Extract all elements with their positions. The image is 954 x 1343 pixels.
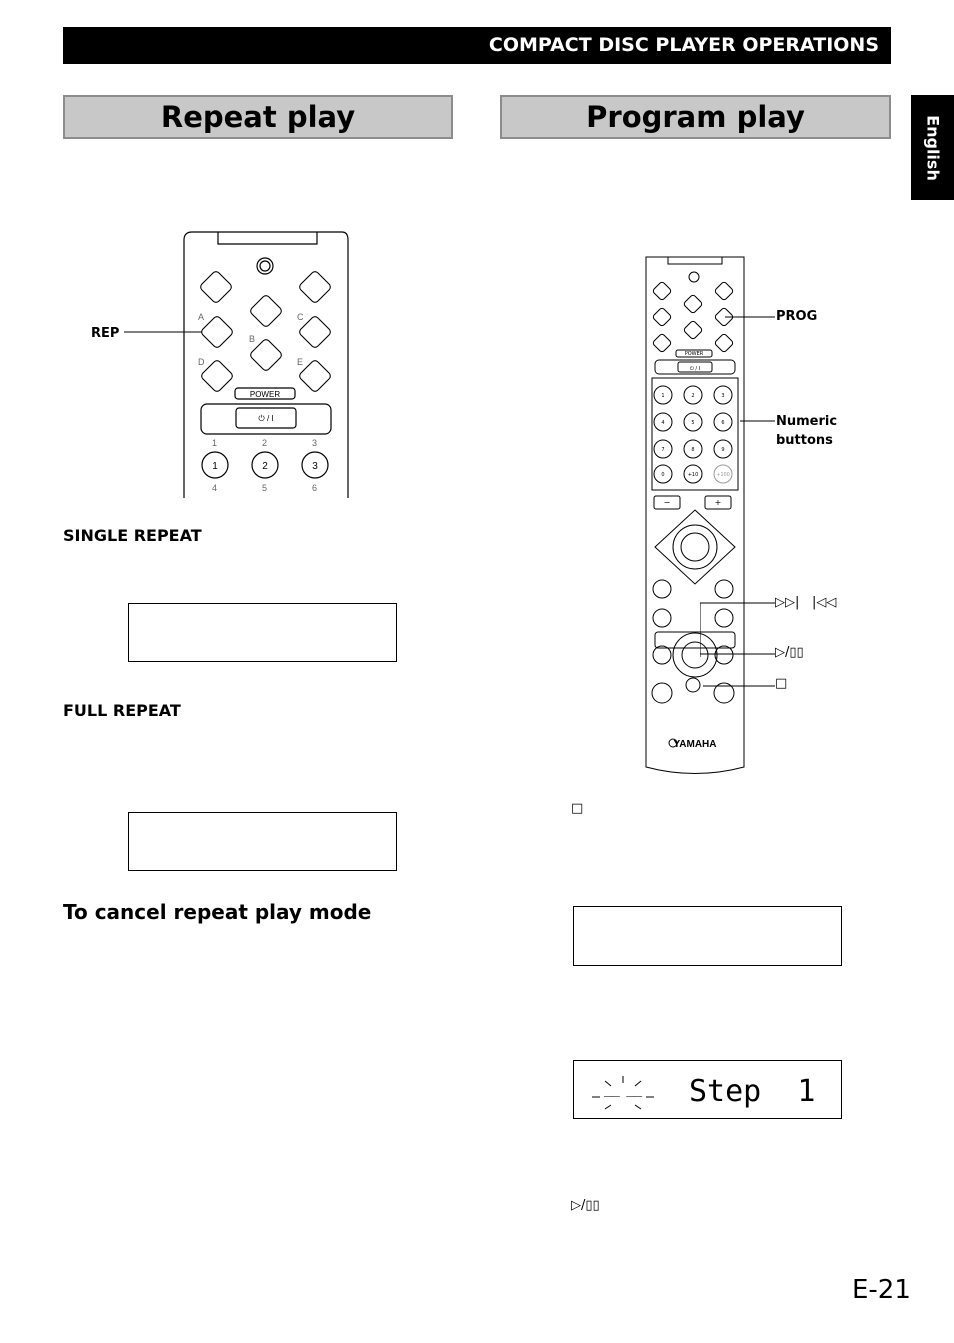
full-repeat-heading: FULL REPEAT: [63, 701, 181, 720]
svg-text:0: 0: [661, 472, 665, 478]
svg-text:POWER: POWER: [684, 351, 704, 357]
svg-text:7: 7: [661, 447, 665, 453]
svg-text:C: C: [297, 312, 304, 322]
rep-callout-label: REP: [91, 326, 120, 341]
remote-key-e: [298, 359, 332, 393]
single-repeat-heading: SINGLE REPEAT: [63, 526, 202, 545]
svg-text:+: +: [714, 498, 722, 507]
numeric-buttons-callout-2: buttons: [776, 433, 833, 448]
svg-text:9: 9: [721, 447, 725, 453]
language-tab-label: English: [923, 114, 942, 181]
program-play-title-text: Program play: [586, 100, 805, 134]
cancel-repeat-heading: To cancel repeat play mode: [63, 900, 372, 924]
prog-callout-label: PROG: [776, 309, 818, 324]
remote-illustration-repeat: [90, 228, 360, 500]
svg-text:D: D: [198, 357, 205, 367]
svg-text:5: 5: [262, 483, 268, 493]
svg-text:E: E: [297, 357, 304, 367]
svg-text:4: 4: [661, 420, 665, 426]
remote-key-rep: [200, 315, 234, 349]
single-repeat-display: [128, 603, 397, 662]
full-repeat-display: [128, 812, 397, 871]
svg-text:3: 3: [721, 393, 725, 399]
play-pause-note-icon: ▷/▯▯: [571, 1198, 600, 1213]
remote-key-d: [200, 359, 234, 393]
skip-back-icon: |◁◁: [812, 595, 837, 610]
svg-text:5: 5: [691, 420, 695, 426]
remote-key-top-right: [298, 270, 332, 304]
svg-text:B: B: [249, 334, 256, 344]
svg-text:2: 2: [262, 438, 268, 448]
svg-text:1: 1: [212, 461, 218, 472]
svg-text:2: 2: [262, 461, 268, 472]
lcd-track-dashes: __ __: [604, 1081, 642, 1097]
language-tab: [911, 95, 954, 200]
svg-text:A: A: [198, 312, 205, 322]
yamaha-logo: YAMAHA: [673, 739, 717, 750]
svg-text:⏻ / I: ⏻ / I: [258, 414, 274, 423]
repeat-play-title: [63, 95, 453, 139]
stop-note-icon: □: [571, 801, 584, 816]
remote-key-b-upper: [249, 294, 283, 328]
svg-text:1: 1: [661, 393, 665, 399]
svg-text:3: 3: [312, 438, 318, 448]
svg-text:1: 1: [212, 438, 218, 448]
lcd-step-text: Step 1: [689, 1074, 816, 1109]
program-display-blank: [573, 906, 842, 966]
play-pause-icon: ▷/▯▯: [775, 645, 804, 660]
section-header-bar: [63, 27, 891, 64]
program-play-title: [500, 95, 891, 139]
svg-text:⏻ / I: ⏻ / I: [689, 366, 701, 372]
svg-text:+10: +10: [687, 472, 699, 478]
svg-text:2: 2: [691, 393, 695, 399]
numeric-buttons-callout-1: Numeric: [776, 414, 838, 429]
program-display-step: [573, 1060, 842, 1119]
stop-icon: □: [775, 676, 788, 691]
svg-text:6: 6: [312, 483, 318, 493]
page-number: E-21: [852, 1275, 911, 1305]
svg-text:4: 4: [212, 483, 218, 493]
repeat-play-title-text: Repeat play: [160, 100, 356, 134]
program-callout-lines: [700, 300, 780, 700]
svg-text:+100: +100: [716, 472, 730, 478]
svg-text:−: −: [663, 498, 671, 507]
skip-forward-icon: ▷▷|: [775, 595, 800, 610]
svg-text:POWER: POWER: [249, 390, 281, 399]
svg-text:8: 8: [691, 447, 695, 453]
svg-text:3: 3: [312, 461, 318, 472]
remote-key-top-left: [199, 270, 233, 304]
svg-text:6: 6: [721, 420, 725, 426]
section-header-title: COMPACT DISC PLAYER OPERATIONS: [488, 34, 879, 56]
